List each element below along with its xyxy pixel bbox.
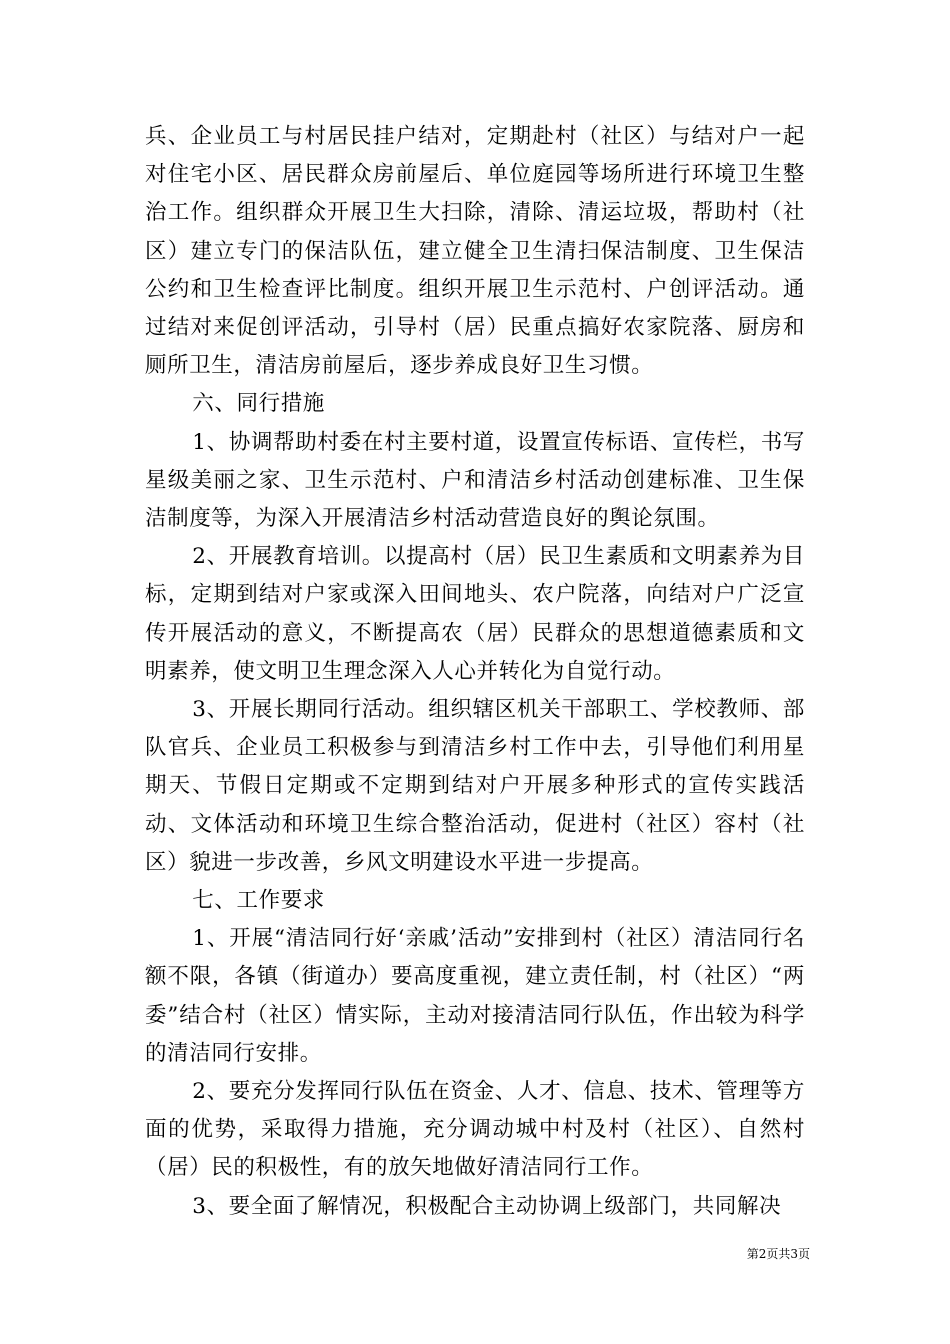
paragraph: 3、要全面了解情况，积极配合主动协调上级部门，共同解决: [192, 1193, 782, 1219]
paragraph: 1、开展“清洁同行好‘亲戚’活动”安排到村（社区）清洁同行名额不限，各镇（街道办）要高度重视，建立责任制，村（社区）“两委”结合村（社区）情实际，主动对接清洁同行队伍，作出较为科学的清洁同行安排。: [145, 926, 805, 1066]
document-body: [145, 118, 805, 1226]
paragraph: 2、要充分发挥同行队伍在资金、人才、信息、技术、管理等方面的优势，采取得力措施，充分调动城中村及村（社区）、自然村（居）民的积极性，有的放矢地做好清洁同行工作。: [145, 1079, 805, 1181]
page-number: 第2页共3页: [746, 1247, 810, 1261]
paragraph: 1、协调帮助村委在村主要村道，设置宣传标语、宣传栏，书写星级美丽之家、卫生示范村、户和清洁乡村活动创建标准、卫生保洁制度等，为深入开展清洁乡村活动营造良好的舆论氛围。: [145, 429, 805, 532]
section-heading: 七、工作要求: [192, 888, 325, 914]
paragraph: 3、开展长期同行活动。组织辖区机关干部职工、学校教师、部队官兵、企业员工积极参与到清洁乡村工作中去，引导他们利用星期天、节假日定期或不定期到结对户开展多种形式的宣传实践活动、文体活动和环境卫生综合整治活动，促进村（社区）容村（社区）貌进一步改善，乡风文明建设水平进一步提高。: [145, 697, 805, 875]
section-heading: 六、同行措施: [192, 391, 325, 417]
paragraph: 兵、企业员工与村居民挂户结对，定期赴村（社区）与结对户一起对住宅小区、居民群众房前屋后、单位庭园等场所进行环境卫生整治工作。组织群众开展卫生大扫除，清除、清运垃圾，帮助村（社区）建立专门的保洁队伍，建立健全卫生清扫保洁制度、卫生保洁公约和卫生检查评比制度。组织开展卫生示范村、户创评活动。通过结对来促创评活动，引导村（居）民重点搞好农家院落、厨房和厕所卫生，清洁房前屋后，逐步养成良好卫生习惯。: [145, 124, 805, 379]
paragraph: 2、开展教育培训。以提高村（居）民卫生素质和文明素养为目标，定期到结对户家或深入田间地头、农户院落，向结对户广泛宣传开展活动的意义，不断提高农（居）民群众的思想道德素质和文明素养，使文明卫生理念深入人心并转化为自觉行动。: [145, 544, 805, 684]
